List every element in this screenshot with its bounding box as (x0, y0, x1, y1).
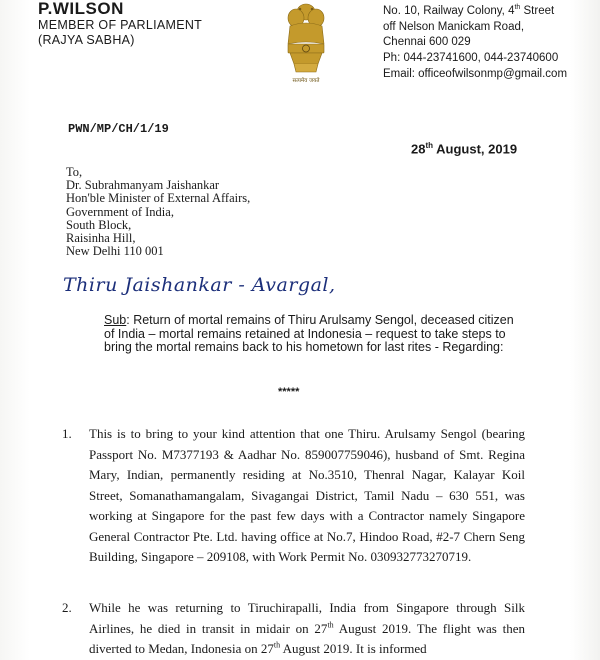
paragraph-text-part: August 2019. It is informed (280, 641, 427, 656)
recipient-line: Hon'ble Minister of External Affairs, (66, 191, 251, 206)
sender-role: MEMBER OF PARLIAMENT (38, 18, 203, 32)
paragraph-text: This is to bring to your kind attention that one Thiru. Arulsamy Sengol (bearing Passport No. M7377193 & Aadhar No. 859007759046), husband of Smt. Regina Mary, Indian, permanently residing at No.3510, Thenral Nagar, Kalayar Koil Street, Somanathamangalam, Sivagangai District, Tamil Nadu – 630 551, was working at Singapore for the past few days with a Contractor namely Singapore General Contractor Pte. Ltd. having office at No.7, Hindoo Road, #2-7 Chern Seng Building, Singapore – 209108, with Work Permit No. 030932773270719. (89, 426, 525, 564)
address-line-1-text: No. 10, Railway Colony, 4 (383, 4, 515, 17)
paragraph-sup: th (327, 620, 334, 630)
recipient-line: New Delhi 110 001 (66, 244, 164, 259)
letterhead-left (38, 0, 202, 48)
address-line-1 (383, 0, 567, 20)
letterhead-right (383, 0, 567, 83)
paragraph-text-part: August 2019. The flight was then diverted to Medan, Indonesia on 27 (89, 620, 525, 656)
recipient-line: To, (66, 165, 83, 179)
paragraph-sup: th (273, 640, 281, 650)
address-line-1-sup: th (514, 4, 521, 11)
recipient-line: Government of India, (66, 204, 174, 219)
recipient-line: Raisinha Hill, (66, 231, 136, 246)
date-sup: th (425, 141, 434, 150)
paragraph-2 (62, 598, 525, 660)
sender-house: (RAJYA SABHA) (38, 33, 135, 47)
paragraph-number: 1. (62, 426, 72, 441)
paragraph-1 (62, 424, 525, 604)
sender-name: P.WILSON (38, 0, 124, 18)
recipient-address (66, 166, 250, 258)
paragraph-text-part: While he was returning to Tiruchirapalli, India from Singapore through Silk Airlines, he died in transit in midair on 27 (89, 600, 525, 636)
address-line-1-tail: Street (520, 4, 555, 17)
separator: ***** (278, 386, 300, 398)
emblem-motto: सत्यमेव जयते (292, 78, 320, 84)
phone-line: Ph: 044-23741600, 044-23740600 (383, 52, 559, 65)
letter-date (411, 141, 517, 156)
recipient-line: Dr. Subrahmanyam Jaishankar (66, 178, 220, 193)
recipient-line: South Block, (66, 217, 132, 232)
date-day: 28 (411, 141, 426, 157)
date-rest: August, 2019 (433, 141, 518, 157)
national-emblem-icon (280, 0, 332, 86)
email-line: Email: officeofwilsonmp@gmail.com (383, 68, 568, 81)
address-line-3: Chennai 600 029 (383, 36, 471, 49)
address-line-2: off Nelson Manickam Road, (383, 20, 525, 33)
subject-label: Sub (104, 313, 127, 327)
paragraph-number: 2. (62, 600, 72, 615)
paragraph-text (89, 598, 525, 660)
subject-line (104, 314, 524, 355)
reference-number: PWN/MP/CH/1/19 (68, 122, 169, 136)
subject-text: : Return of mortal remains of Thiru Arulsamy Sengol, deceased citizen of India – mortal remains retained at Indonesia – request to take steps to bring the mortal remains back to his hometown for last rites - Regarding: (104, 313, 514, 354)
handwritten-salutation: Thiru Jaishankar - Avargal, (63, 274, 336, 296)
